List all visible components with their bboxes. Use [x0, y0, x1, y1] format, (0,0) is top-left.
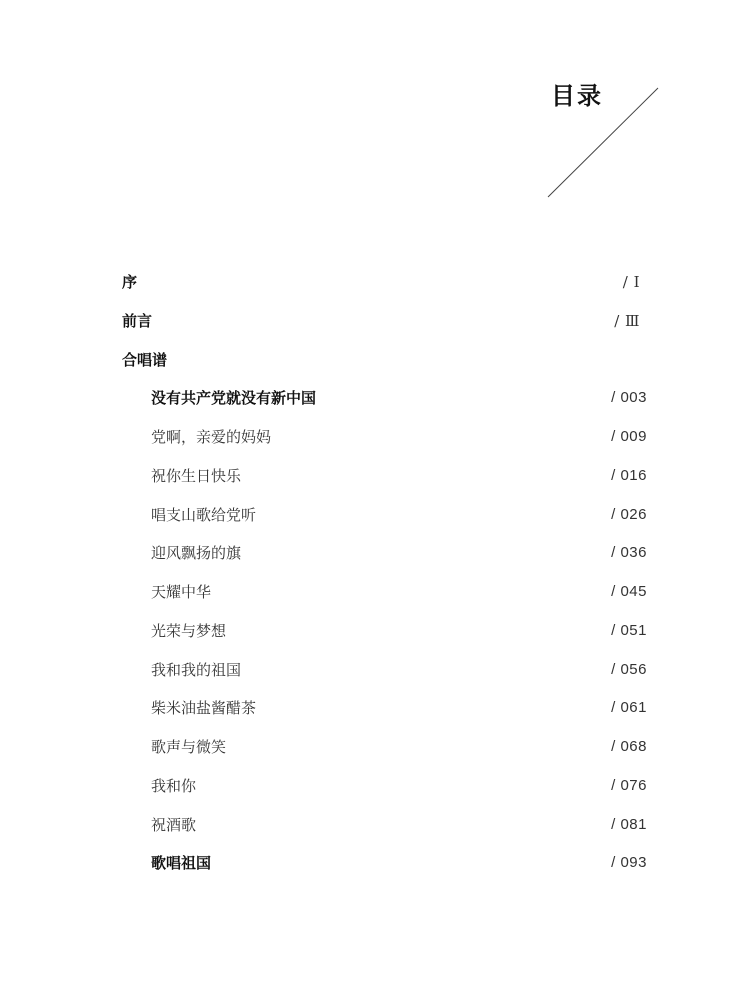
toc-entry-page-number: / 016 — [611, 467, 647, 484]
toc-entry[interactable] — [0, 658, 750, 682]
toc-entry-page-number: / 056 — [611, 661, 647, 678]
toc-entry-page-number: / Ⅲ — [614, 312, 640, 330]
toc-entry-page-number: / 026 — [611, 506, 647, 523]
toc-entry-title: 光荣与梦想 — [151, 622, 227, 640]
toc-entry-title: 祝酒歌 — [151, 816, 197, 834]
toc-entry[interactable] — [0, 813, 750, 837]
toc-entry-page-number: / 051 — [611, 622, 647, 639]
toc-entry-title: 前言 — [122, 312, 153, 330]
toc-entry-page-number: / 045 — [611, 583, 647, 600]
toc-entry-title: 柴米油盐酱醋茶 — [151, 699, 257, 717]
toc-entry[interactable] — [0, 735, 750, 759]
toc-entry-title: 没有共产党就没有新中国 — [151, 389, 317, 407]
toc-entry-page-number: / Ⅰ — [622, 273, 640, 291]
toc-entry-title: 合唱谱 — [122, 351, 168, 369]
toc-entry[interactable] — [0, 619, 750, 643]
toc-entry[interactable] — [0, 774, 750, 798]
toc-entry-title: 天耀中华 — [151, 583, 212, 601]
toc-entry[interactable] — [0, 851, 750, 875]
toc-entry-page-number: / 003 — [611, 389, 647, 406]
toc-entry-page-number: / 009 — [611, 428, 647, 445]
toc-entry-page-number: / 093 — [611, 854, 647, 871]
toc-entry-page-number: / 036 — [611, 544, 647, 561]
toc-entry-page-number: / 061 — [611, 699, 647, 716]
toc-entry[interactable] — [0, 386, 750, 410]
toc-entry-title: 我和我的祖国 — [151, 661, 242, 679]
toc-entry[interactable] — [0, 464, 750, 488]
toc-entry[interactable] — [0, 309, 750, 333]
toc-entry[interactable] — [0, 503, 750, 527]
toc-entry-title: 迎风飘扬的旗 — [151, 544, 242, 562]
toc-entry-title: 祝你生日快乐 — [151, 467, 242, 485]
page-title: 目录 — [551, 81, 603, 110]
toc-entry-title: 序 — [122, 273, 138, 291]
toc-entry-title: 歌声与微笑 — [151, 738, 227, 756]
toc-entry[interactable] — [0, 348, 750, 372]
toc-entry[interactable] — [0, 425, 750, 449]
toc-entry-title: 唱支山歌给党听 — [151, 506, 257, 524]
toc-entry-title: 歌唱祖国 — [151, 854, 212, 872]
toc-entry[interactable] — [0, 580, 750, 604]
toc-entry-page-number: / 076 — [611, 777, 647, 794]
toc-entry-page-number: / 068 — [611, 738, 647, 755]
toc-entry[interactable] — [0, 270, 750, 294]
toc-entry-page-number: / 081 — [611, 816, 647, 833]
toc-entry-title: 党啊，亲爱的妈妈 — [151, 428, 272, 446]
toc-entry[interactable] — [0, 541, 750, 565]
toc-entry-title: 我和你 — [151, 777, 197, 795]
toc-entry[interactable] — [0, 696, 750, 720]
